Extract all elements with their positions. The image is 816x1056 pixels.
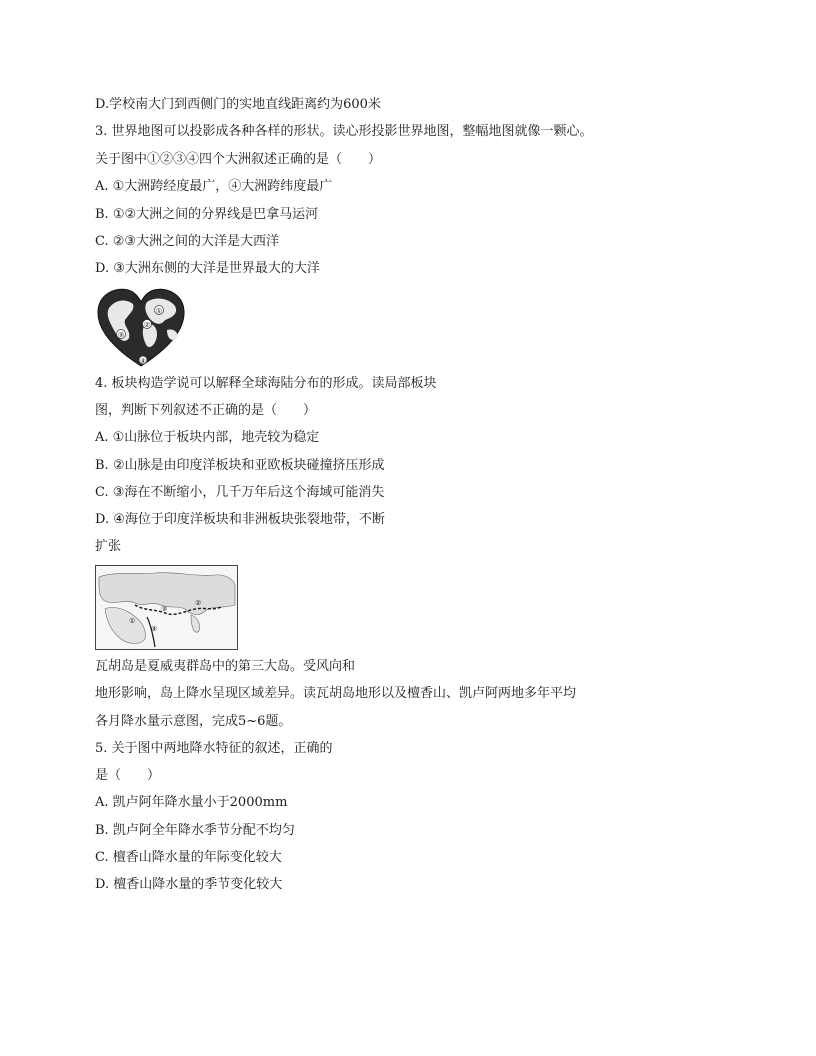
plate-label-1: ① [129,617,136,625]
q5-option-b: B. 凯卢阿全年降水季节分配不均匀 [95,823,295,838]
plate-label-4: ④ [151,625,158,633]
label-1: ① [155,307,163,315]
q4-option-c: C. ③海在不断缩小，几千万年后这个海域可能消失 [95,485,385,500]
plate-label-2: ② [195,599,202,607]
plate-boundary-map [95,565,238,650]
q3-stem-line1: 3. 世界地图可以投影成各种各样的形状。读心形投影世界地图，整幅地图就像一颗心。 [95,124,593,139]
q5-option-d: D. 檀香山降水量的季节变化较大 [95,877,283,892]
q4-stem-line1: 4. 板块构造学说可以解释全球海陆分布的形成。读局部板块 [95,376,437,391]
q2-option-d: D.学校南大门到西侧门的实地直线距离约为600米 [95,97,381,112]
q3-option-b: B. ①②大洲之间的分界线是巴拿马运河 [95,207,319,222]
label-3: ③ [117,331,125,339]
passage-line2: 地形影响，岛上降水呈现区域差异。读瓦胡岛地形以及檀香山、凯卢阿两地多年平均 [95,686,577,701]
heart-outline [98,289,184,366]
q5-stem-line2: 是（ ） [95,768,161,783]
passage-line3: 各月降水量示意图，完成5~6题。 [95,714,292,729]
label-4: ④ [140,357,146,365]
q4-option-d-line2: 扩张 [95,539,122,554]
q4-stem-line2: 图，判断下列叙述不正确的是（ ） [95,403,317,418]
heart-world-map [95,286,187,370]
q3-stem-line2: 关于图中①②③④四个大洲叙述正确的是（ ） [95,152,382,167]
q5-option-a: A. 凯卢阿年降水量小于2000mm [95,795,288,810]
q5-stem-line1: 5. 关于图中两地降水特征的叙述，正确的 [95,741,333,756]
q4-option-a: A. ①山脉位于板块内部，地壳较为稳定 [95,430,320,445]
q5-option-c: C. 檀香山降水量的年际变化较大 [95,850,282,865]
q3-option-c: C. ②③大洲之间的大洋是大西洋 [95,234,280,249]
plate-label-3: ③ [161,605,168,613]
q3-option-d: D. ③大洲东侧的大洋是世界最大的大洋 [95,261,320,276]
q4-option-d-line1: D. ④海位于印度洋板块和非洲板块张裂地带，不断 [95,512,385,527]
passage-line1: 瓦胡岛是夏威夷群岛中的第三大岛。受风向和 [95,659,356,674]
label-2: ② [143,321,151,329]
q3-option-a: A. ①大洲跨经度最广，④大洲跨纬度最广 [95,179,333,194]
q4-option-b: B. ②山脉是由印度洋板块和亚欧板块碰撞挤压形成 [95,458,385,473]
